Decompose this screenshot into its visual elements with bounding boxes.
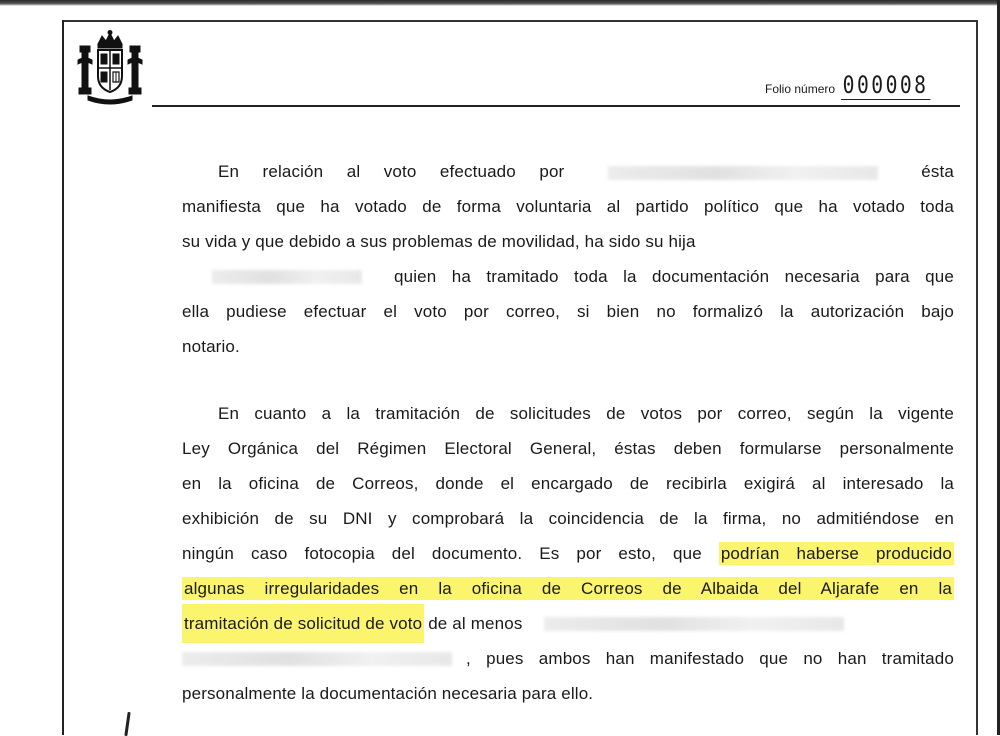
text-fragment: En relación al voto efectuado por: [218, 162, 565, 181]
scan-edge-top: [0, 0, 1000, 6]
paragraph-2-line-1: En cuanto a la tramitación de solicitudes de votos por correo, según la vigente: [218, 404, 954, 423]
paragraph-2-line-2: Ley Orgánica del Régimen Electoral General, éstas deben formularse personalmente: [182, 439, 954, 458]
redacted-name: [182, 652, 452, 666]
highlighted-text: algunas irregularidades en la oficina de Correos de Albaida del Aljarafe en la: [184, 579, 952, 598]
redacted-name: [544, 617, 844, 631]
paragraph-2-line-5: [182, 536, 954, 571]
paragraph-1-line-6: notario.: [182, 337, 240, 356]
page-frame-left: [62, 20, 64, 735]
paragraph-2-line-3: en la oficina de Correos, donde el encargado de recibirla exigirá al interesado la: [182, 474, 954, 493]
folio-number-block: [765, 60, 950, 100]
page-frame-right: [976, 20, 978, 735]
paragraph-2-line-9: personalmente la documentación necesaria para ello.: [182, 684, 594, 703]
folio-number: 000008: [842, 71, 929, 99]
text-fragment: de al menos: [428, 614, 523, 633]
paragraph-1-line-1: [182, 154, 954, 189]
text-fragment: ningún caso fotocopia del documento. Es por esto, que: [182, 544, 702, 563]
folio-label: Folio número: [765, 82, 836, 96]
paragraph-1-line-3: [182, 224, 954, 259]
paragraph-1-line-4: [182, 259, 954, 294]
paragraph-2-line-7: [182, 606, 954, 641]
highlighted-text: tramitación de solicitud de voto: [182, 604, 424, 643]
paragraph-1-line-2: manifiesta que ha votado de forma voluntaria al partido político que ha votado toda: [182, 197, 954, 216]
redacted-name: [212, 270, 362, 284]
paragraph-2-line-8: [182, 641, 954, 676]
header-rule: [152, 105, 960, 107]
paragraph-1: [182, 154, 954, 364]
page-frame-top: [62, 20, 978, 22]
redacted-name: [608, 166, 878, 180]
pen-mark: [124, 712, 130, 736]
text-fragment: quien ha tramitado toda la documentación necesaria para que: [394, 267, 954, 286]
highlighted-text: podrían haberse producido: [720, 544, 953, 563]
text-fragment: , pues ambos han manifestado que no han tramitado: [466, 649, 954, 668]
paragraph-2: [182, 396, 954, 711]
spanish-coat-of-arms-icon: [74, 30, 146, 108]
text-fragment: ésta: [921, 162, 954, 181]
paragraph-2-line-4: exhibición de su DNI y comprobará la coincidencia de la firma, no admitiéndose en: [182, 509, 954, 528]
text-fragment: su vida y que debido a sus problemas de movilidad, ha sido su hija: [182, 232, 696, 251]
paragraph-2-line-6: [182, 571, 954, 606]
paragraph-1-line-5: ella pudiese efectuar el voto por correo, si bien no formalizó la autorización bajo: [182, 302, 954, 321]
